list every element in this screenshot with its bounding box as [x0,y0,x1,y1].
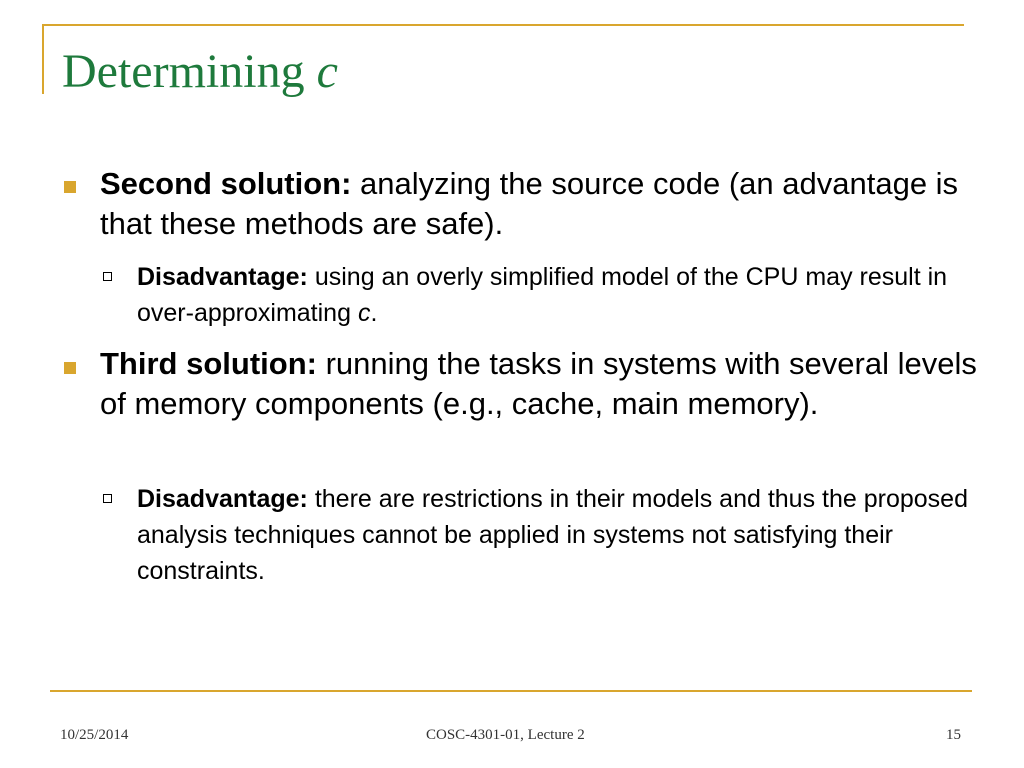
sub-bullet-lead: Disadvantage: [137,485,308,513]
footer-rule [50,690,972,692]
square-bullet-icon [64,181,76,193]
sub-bullet-lead: Disadvantage: [137,263,308,291]
bullet-lead: Third solution: [100,346,317,381]
sub-bullet-item [137,259,997,331]
sub-bullet-variable: c [357,299,371,327]
footer-date: 10/25/2014 [60,727,129,743]
square-bullet-icon [64,362,76,374]
sub-bullet-tail: . [370,299,378,327]
sub-bullet-text: using an overly simplified model of the CPU may result in over-approximating [137,263,948,327]
footer-page-number: 15 [946,727,961,743]
bullet-text: running the tasks in systems with several levels of memory components (e.g., cache, main memory). [100,346,977,421]
footer-course: COSC-4301-01, Lecture 2 [426,727,585,743]
title-frame-left-rule [42,24,44,94]
bullet-text: analyzing the source code (an advantage is that these methods are safe). [100,166,959,241]
hollow-square-bullet-icon [103,494,112,503]
title-text: Determining [62,45,305,98]
bullet-item [100,164,980,244]
bullet-item [100,344,980,424]
title-variable: c [316,45,338,98]
sub-bullet-item [137,481,997,589]
hollow-square-bullet-icon [103,272,112,281]
bullet-lead: Second solution: [100,166,352,201]
slide-title [62,42,338,102]
sub-bullet-text: there are restrictions in their models and thus the proposed analysis techniques cannot be applied in systems not satisfying their constraints. [137,485,968,585]
title-frame-top-rule [42,24,964,26]
